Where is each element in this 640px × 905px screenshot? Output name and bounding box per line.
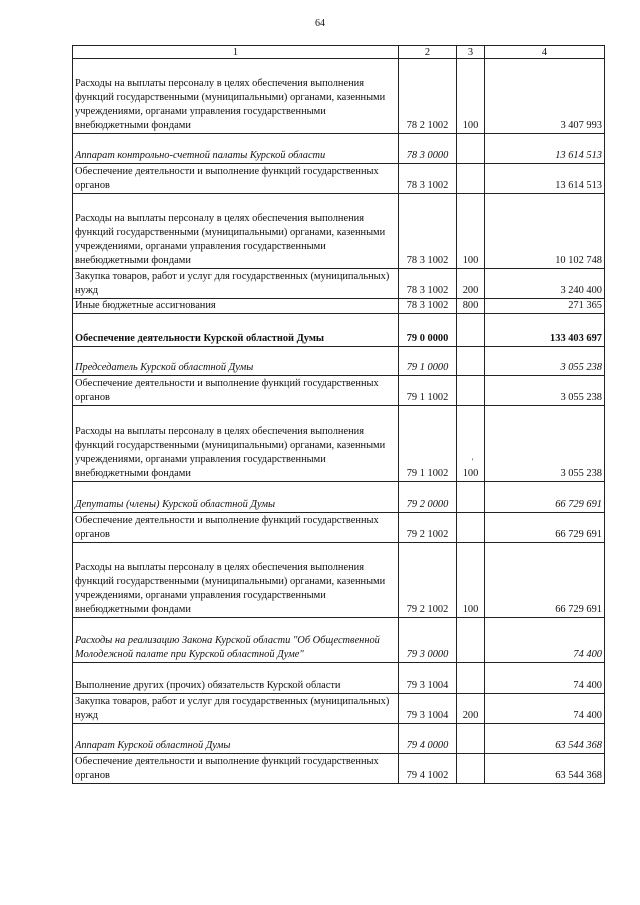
row-type: [457, 482, 485, 513]
row-code: 79 2 0000: [399, 482, 457, 513]
page-number: 64: [315, 18, 325, 29]
row-type: 800: [457, 299, 485, 314]
scan-mark: ': [472, 457, 474, 466]
row-name: Расходы на выплаты персоналу в целях обеспечения выполнения функций государственными (муниципальными) органами, казенными учреждениями, органами управления государственными внебюджетными фондами: [73, 59, 399, 134]
row-name: Обеспечение деятельности и выполнение функций государственных органов: [73, 754, 399, 784]
row-name: Закупка товаров, работ и услуг для государственных (муниципальных) нужд: [73, 269, 399, 299]
row-name: Выполнение других (прочих) обязательств Курской области: [73, 663, 399, 694]
row-name: Обеспечение деятельности и выполнение функций государственных органов: [73, 164, 399, 194]
row-amount: 63 544 368: [485, 754, 605, 784]
row-type: [457, 376, 485, 406]
row-code: 78 3 1002: [399, 194, 457, 269]
row-amount: 271 365: [485, 299, 605, 314]
column-header-name: 1: [73, 46, 399, 59]
row-name: Расходы на выплаты персоналу в целях обеспечения выполнения функций государственными (муниципальными) органами, казенными учреждениями, органами управления государственными внебюджетными фондами: [73, 406, 399, 482]
row-type: [457, 618, 485, 663]
row-type: [457, 134, 485, 164]
row-type: 100: [457, 543, 485, 618]
table-row: [73, 694, 605, 724]
row-amount: 10 102 748: [485, 194, 605, 269]
row-type: 200: [457, 694, 485, 724]
table-row: [73, 269, 605, 299]
table-row: [73, 134, 605, 164]
column-header-code: 2: [399, 46, 457, 59]
row-amount: 13 614 513: [485, 164, 605, 194]
table-row: [73, 406, 605, 482]
table-row: [73, 194, 605, 269]
row-name: Обеспечение деятельности Курской областной Думы: [73, 314, 399, 347]
row-name: Обеспечение деятельности и выполнение функций государственных органов: [73, 513, 399, 543]
row-name: Председатель Курской областной Думы: [73, 347, 399, 376]
table-row: [73, 164, 605, 194]
row-code: 79 0 0000: [399, 314, 457, 347]
row-code: 78 3 1002: [399, 299, 457, 314]
row-type: [457, 347, 485, 376]
row-code: 78 2 1002: [399, 59, 457, 134]
row-code: 79 2 1002: [399, 543, 457, 618]
column-header-amount: 4: [485, 46, 605, 59]
row-code: 79 1 0000: [399, 347, 457, 376]
row-name: Аппарат контрольно-счетной палаты Курской области: [73, 134, 399, 164]
table-row: [73, 482, 605, 513]
row-amount: 3 055 238: [485, 347, 605, 376]
row-amount: 66 729 691: [485, 482, 605, 513]
table-row: [73, 754, 605, 784]
row-amount: 63 544 368: [485, 724, 605, 754]
table-row: [73, 376, 605, 406]
row-code: 79 2 1002: [399, 513, 457, 543]
table-row: [73, 543, 605, 618]
row-code: 79 4 1002: [399, 754, 457, 784]
row-amount: 66 729 691: [485, 543, 605, 618]
table-header-row: [73, 46, 605, 59]
row-code: 78 3 1002: [399, 164, 457, 194]
row-code: 79 3 0000: [399, 618, 457, 663]
row-type: [457, 513, 485, 543]
row-name: Депутаты (члены) Курской областной Думы: [73, 482, 399, 513]
row-type: [457, 663, 485, 694]
row-name: Иные бюджетные ассигнования: [73, 299, 399, 314]
row-type: [457, 164, 485, 194]
table-row: [73, 299, 605, 314]
row-amount: 3 240 400: [485, 269, 605, 299]
row-type: 100: [457, 406, 485, 482]
budget-table: [72, 45, 605, 784]
row-amount: 133 403 697: [485, 314, 605, 347]
row-name: Расходы на выплаты персоналу в целях обеспечения выполнения функций государственными (муниципальными) органами, казенными учреждениями, органами управления государственными внебюджетными фондами: [73, 194, 399, 269]
row-code: 79 1 1002: [399, 406, 457, 482]
row-name: Расходы на выплаты персоналу в целях обеспечения выполнения функций государственными (муниципальными) органами, казенными учреждениями, органами управления государственными внебюджетными фондами: [73, 543, 399, 618]
row-type: [457, 724, 485, 754]
row-code: 78 3 0000: [399, 134, 457, 164]
row-type: [457, 754, 485, 784]
row-name: Обеспечение деятельности и выполнение функций государственных органов: [73, 376, 399, 406]
column-header-type: 3: [457, 46, 485, 59]
row-code: 79 3 1004: [399, 663, 457, 694]
table-row: [73, 724, 605, 754]
row-amount: 66 729 691: [485, 513, 605, 543]
row-code: 79 4 0000: [399, 724, 457, 754]
row-type: 100: [457, 59, 485, 134]
row-amount: 74 400: [485, 694, 605, 724]
table-row: [73, 314, 605, 347]
row-name: Расходы на реализацию Закона Курской области "Об Общественной Молодежной палате при Курской областной Думе": [73, 618, 399, 663]
table-row: [73, 618, 605, 663]
row-amount: 74 400: [485, 618, 605, 663]
row-amount: 74 400: [485, 663, 605, 694]
row-amount: 13 614 513: [485, 134, 605, 164]
table-row: [73, 663, 605, 694]
row-amount: 3 055 238: [485, 376, 605, 406]
row-name: Закупка товаров, работ и услуг для государственных (муниципальных) нужд: [73, 694, 399, 724]
row-name: Аппарат Курской областной Думы: [73, 724, 399, 754]
row-type: [457, 314, 485, 347]
table-row: [73, 513, 605, 543]
table-body: [73, 59, 605, 784]
row-amount: 3 407 993: [485, 59, 605, 134]
table-row: [73, 347, 605, 376]
row-amount: 3 055 238: [485, 406, 605, 482]
row-code: 79 1 1002: [399, 376, 457, 406]
row-type: 100: [457, 194, 485, 269]
table-row: [73, 59, 605, 134]
row-type: 200: [457, 269, 485, 299]
row-code: 78 3 1002: [399, 269, 457, 299]
row-code: 79 3 1004: [399, 694, 457, 724]
